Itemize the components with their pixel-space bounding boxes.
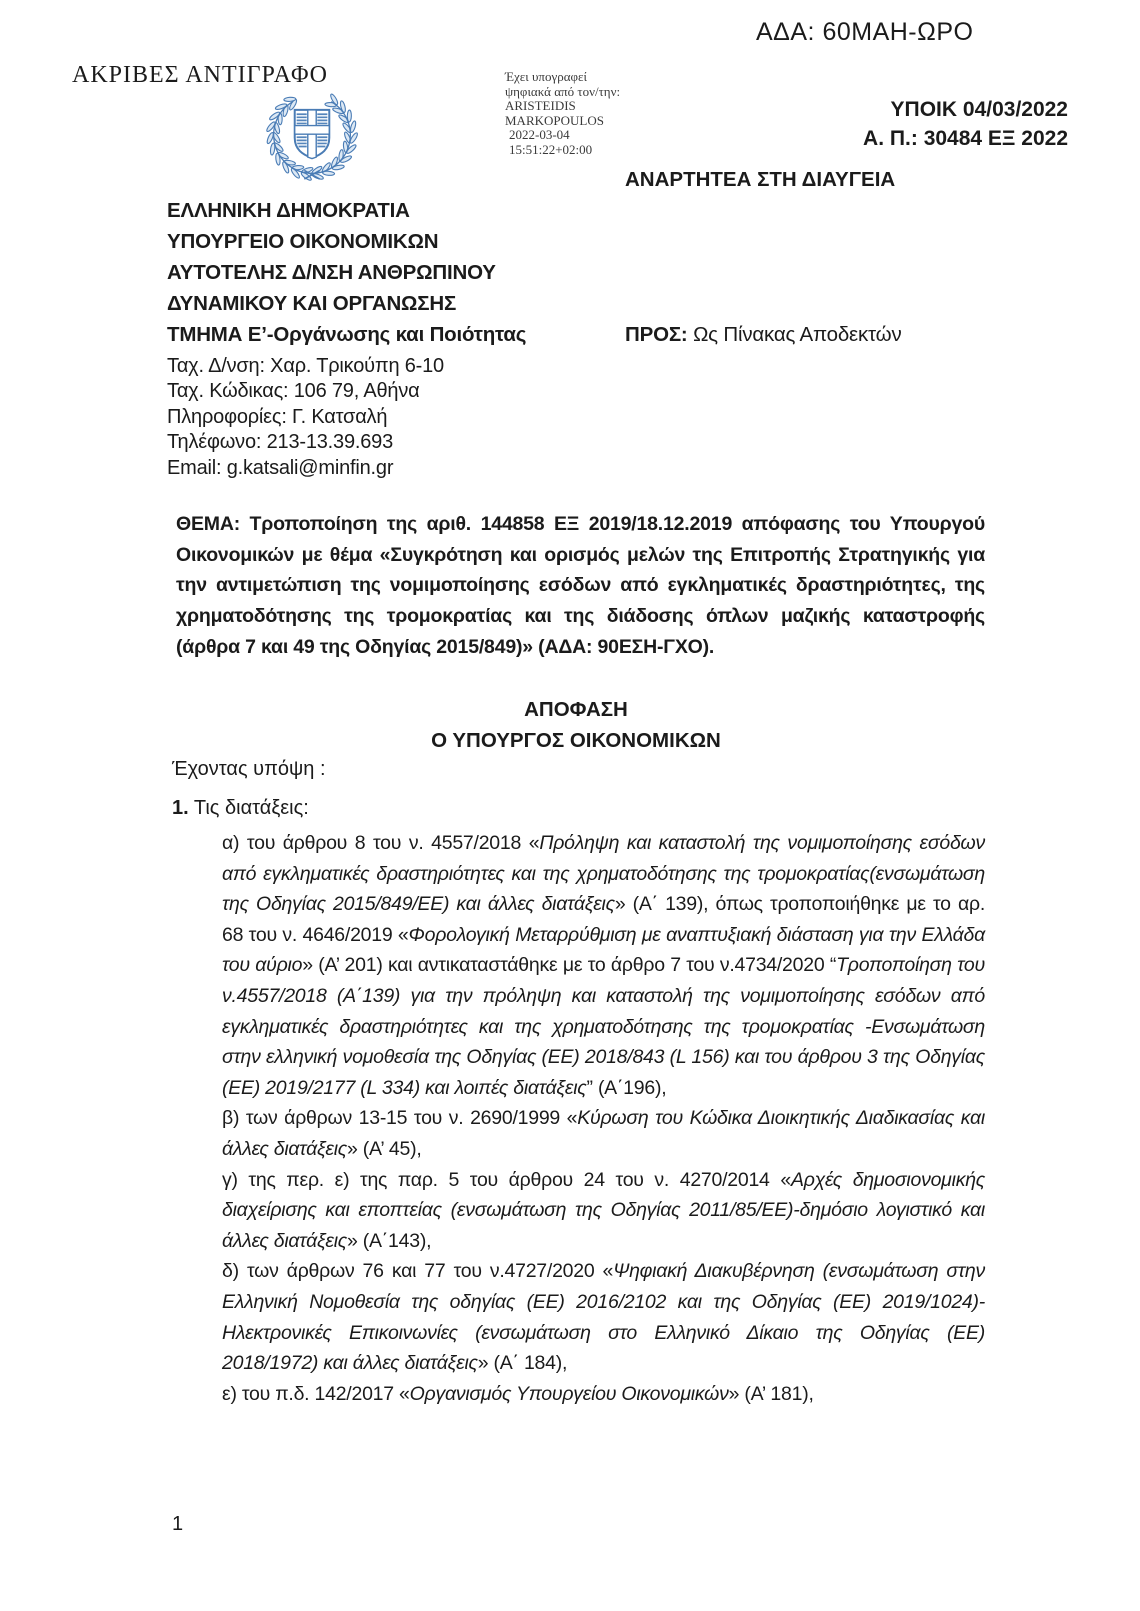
recipient-line [625, 319, 902, 350]
decision-subtitle: Ο ΥΠΟΥΡΓΟΣ ΟΙΚΟΝΟΜΙΚΩΝ [431, 729, 721, 752]
protocol-ministry-date: ΥΠΟΙΚ 04/03/2022 [890, 98, 1068, 121]
agency-line-ministry: ΥΠΟΥΡΓΕΙΟ ΟΙΚΟΝΟΜΙΚΩΝ [167, 230, 439, 253]
agency-block [167, 195, 997, 350]
legal-paragraphs [222, 828, 985, 1409]
decision-heading [167, 694, 985, 756]
paragraph-b: β) των άρθρων 13-15 του ν. 2690/1999 «Κύρωση του Κώδικα Διοικητικής Διαδικασίας και άλλες διατάξεις» (Α’ 45), [222, 1107, 985, 1160]
protocol-block [863, 96, 1068, 153]
diavgeia-label: ΑΝΑΡΤΗΤΕΑ ΣΤΗ ΔΙΑΥΓΕΙΑ [625, 168, 896, 191]
paragraph-e: ε) του π.δ. 142/2017 «Οργανισμός Υπουργείου Οικονομικών» (Α’ 181), [222, 1382, 814, 1405]
signature-signer-last-name: MARKOPOULOS [505, 112, 604, 128]
contact-information: Πληροφορίες: Γ. Κατσαλή [167, 405, 388, 428]
signature-date: 2022-03-04 [509, 127, 570, 143]
signature-line: Έχει υπογραφεί [505, 69, 587, 84]
list-item-1: 1. Τις διατάξεις: [172, 797, 309, 819]
signature-signer-first-name: ARISTEIDIS [505, 98, 576, 114]
decision-title: ΑΠΟΦΑΣΗ [524, 698, 628, 721]
agency-line-directorate-1: ΑΥΤΟΤΕΛΗΣ Δ/ΝΣΗ ΑΝΘΡΩΠΙΝΟΥ [167, 261, 496, 284]
ada-code: ΑΔΑ: 60ΜΑΗ-ΩΡΟ [756, 18, 974, 46]
contact-postal-code: Ταχ. Κώδικας: 106 79, Αθήνα [167, 380, 420, 403]
digital-signature-block [505, 70, 620, 158]
contact-block [167, 354, 444, 481]
agency-line-republic: ΕΛΛΗΝΙΚΗ ΔΗΜΟΚΡΑΤΙΑ [167, 199, 410, 222]
having-regard: Έχοντας υπόψη : [172, 758, 326, 780]
contact-address: Ταχ. Δ/νση: Χαρ. Τρικούπη 6-10 [167, 355, 444, 377]
contact-phone: Τηλέφωνο: 213-13.39.693 [167, 431, 394, 454]
contact-email: Email: g.katsali@minfin.gr [167, 456, 394, 479]
department-line: ΤΜΗΜΑ Ε’-Οργάνωσης και Ποιότητας [167, 323, 527, 346]
paragraph-d: δ) των άρθρων 76 και 77 του ν.4727/2020 «Ψηφιακή Διακυβέρνηση (ενσωμάτωση στην Ελληνική Νομοθεσία της οδηγίας (ΕΕ) 2016/2102 και της Οδηγίας (ΕΕ) 2019/1024)-Ηλεκτρονικές Επικοινωνίες (ενσωμάτωση στο Ελληνικό Δίκαιο της Οδηγίας (ΕΕ) 2018/1972) και άλλες διατάξεις» (Α΄ 184), [222, 1260, 986, 1375]
subject-paragraph: ΘΕΜΑ: Τροποποίηση της αριθ. 144858 ΕΞ 2019/18.12.2019 απόφασης του Υπουργού Οικονομικών με θέμα «Συγκρότηση και ορισμός μελών της Επιτροπής Στρατηγικής για την αντιμετώπιση της νομιμοποίησης εσόδων από εγκληματικές δραστηριότητες, της χρηματοδότησης της τρομοκρατίας και της διάδοσης όπλων μαζικής καταστροφής (άρθρα 7 και 49 της Οδηγίας 2015/849)» (ΑΔΑ: 90ΕΣΗ-ΓΧΟ). [176, 513, 985, 658]
signature-line: ψηφιακά από τον/την: [505, 83, 621, 99]
pros-value: Ως Πίνακας Αποδεκτών [693, 323, 902, 346]
certified-copy-label: ΑΚΡΙΒΕΣ ΑΝΤΙΓΡΑΦΟ [72, 62, 328, 88]
paragraph-c: γ) της περ. ε) της παρ. 5 του άρθρου 24 του ν. 4270/2014 «Αρχές δημοσιονομικής διαχείρισης και εποπτείας (ενσωμάτωση της Οδηγίας 2011/85/ΕΕ)-δημόσιο λογιστικό και άλλες διατάξεις» (Α΄143), [222, 1168, 986, 1252]
greek-national-emblem [264, 82, 360, 182]
protocol-number: Α. Π.: 30484 ΕΞ 2022 [863, 126, 1068, 150]
department-row [167, 319, 997, 350]
agency-line-directorate-2: ΔΥΝΑΜΙΚΟΥ ΚΑΙ ΟΡΓΑΝΩΣΗΣ [167, 292, 457, 315]
pros-label: ΠΡΟΣ: [625, 323, 688, 346]
paragraph-a: α) του άρθρου 8 του ν. 4557/2018 «Πρόληψη και καταστολή της νομιμοποίησης εσόδων από εγκληματικές δραστηριότητες και της χρηματοδότησης της τρομοκρατίας(ενσωμάτωση της Οδηγίας 2015/849/ΕΕ) και άλλες διατάξεις» (Α΄ 139), όπως τροποποιήθηκε με το αρ. 68 του ν. 4646/2019 «Φορολογική Μεταρρύθμιση με αναπτυξιακή διάσταση για την Ελλάδα του αύριο» (Α’ 201) και αντικαταστάθηκε με το άρθρο 7 του ν.4734/2020 “Τροποποίηση του ν.4557/2018 (Α΄139) για την πρόληψη και καταστολή της νομιμοποίησης εσόδων από εγκληματικές δραστηριότητες και της χρηματοδότησης της τρομοκρατίας -Ενσωμάτωση στην ελληνική νομοθεσία της Οδηγίας (ΕΕ) 2018/843 (L 156) και του άρθρου 3 της Οδηγίας (ΕΕ) 2019/2177 (L 334) και λοιπές διατάξεις” (Α΄196), [222, 832, 985, 1099]
signature-time: 15:51:22+02:00 [509, 141, 593, 157]
page-number: 1 [172, 1513, 184, 1535]
